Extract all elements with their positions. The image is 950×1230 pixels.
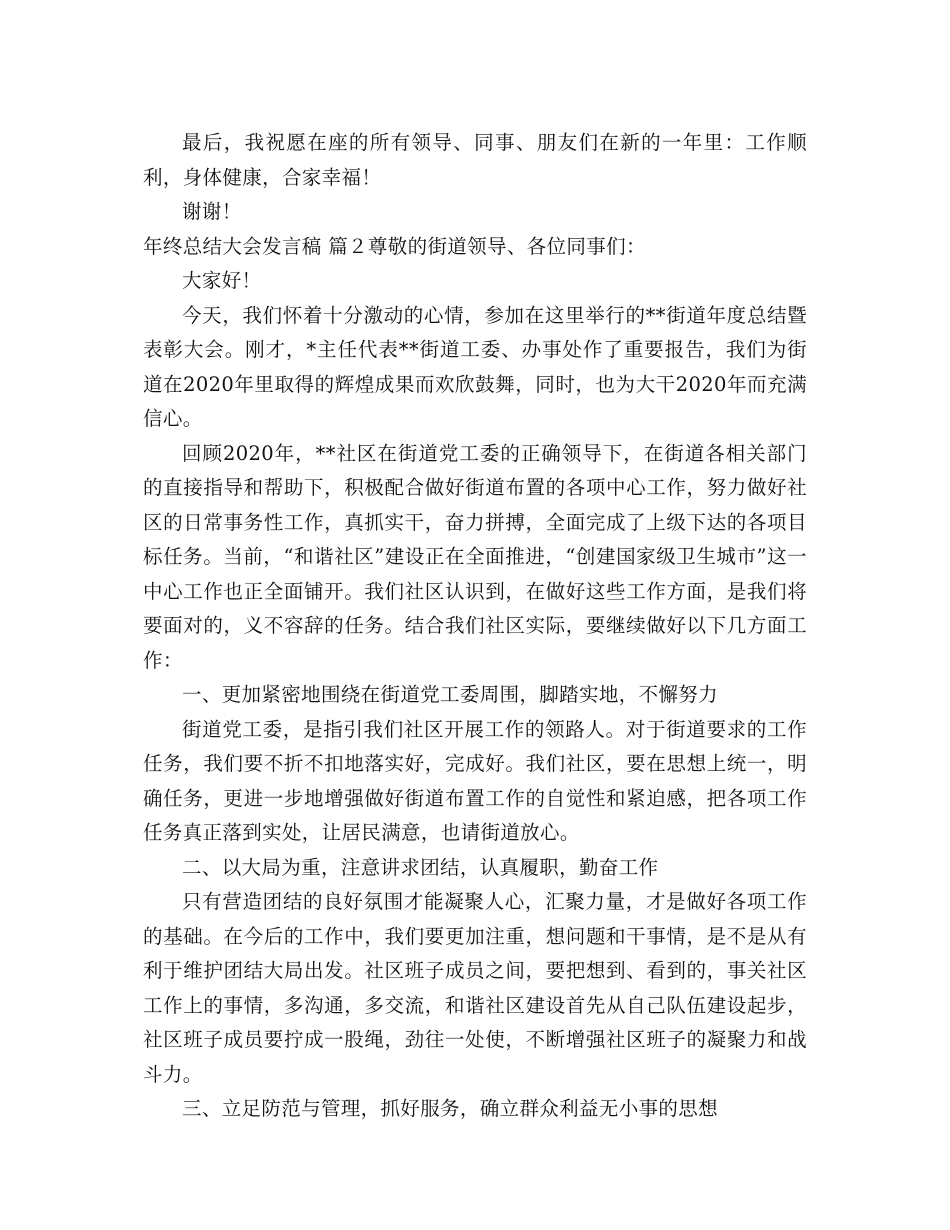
- greeting-paragraph: 大家好！: [182, 269, 262, 292]
- opening-paragraph: 今天，我们怀着十分激动的心情，参加在这里举行的**街道年度总结暨表彰大会。刚才，*主任代表**街道工委、办事处作了重要报告，我们为街道在2020年里取得的辉煌成果而欢欣鼓舞，同时，也为大干2020年而充满信心。: [143, 303, 807, 430]
- section-heading-three: 三、立足防范与管理，抓好服务，确立群众利益无小事的思想: [182, 1097, 718, 1120]
- section-two-body: 只有营造团结的良好氛围才能凝聚人心，汇聚力量，才是做好各项工作的基础。在今后的工作中，我们要更加注重，想问题和干事情，是不是从有利于维护团结大局出发。社区班子成员之间，要把想到、看到的，事关社区工作上的事情，多沟通，多交流，和谐社区建设首先从自己队伍建设起步，社区班子成员要拧成一股绳，劲往一处使，不断增强社区班子的凝聚力和战斗力。: [143, 890, 807, 1086]
- review-paragraph: 回顾2020年，**社区在街道党工委的正确领导下，在街道各相关部门的直接指导和帮助下，积极配合做好街道布置的各项中心工作，努力做好社区的日常事务性工作，真抓实干，奋力拼搏，全面完成了上级下达的各项目标任务。当前，“和谐社区”建设正在全面推进，“创建国家级卫生城市”这一中心工作也正全面铺开。我们社区认识到，在做好这些工作方面，是我们将要面对的，义不容辞的任务。结合我们社区实际，要继续做好以下几方面工作：: [143, 441, 807, 672]
- section-heading-two: 二、以大局为重，注意讲求团结，认真履职，勤奋工作: [182, 855, 659, 879]
- section-one-body: 街道党工委，是指引我们社区开展工作的领路人。对于街道要求的工作任务，我们要不折不扣地落实好，完成好。我们社区，要在思想上统一，明确任务，更进一步地增强做好街道布置工作的自觉性和紧迫感，把各项工作任务真正落到实处，让居民满意，也请街道放心。: [143, 717, 807, 844]
- closing-wishes-paragraph: 最后，我祝愿在座的所有领导、同事、朋友们在新的一年里：工作顺利，身体健康，合家幸福！: [143, 131, 807, 189]
- speech-heading: 年终总结大会发言稿 篇２尊敬的街道领导、各位同事们：: [143, 234, 646, 258]
- thanks-paragraph: 谢谢！: [182, 200, 242, 223]
- document-body: [143, 126, 807, 1127]
- section-heading-one: 一、更加紧密地围绕在街道党工委周围，脚踏实地，不懈努力: [182, 683, 718, 706]
